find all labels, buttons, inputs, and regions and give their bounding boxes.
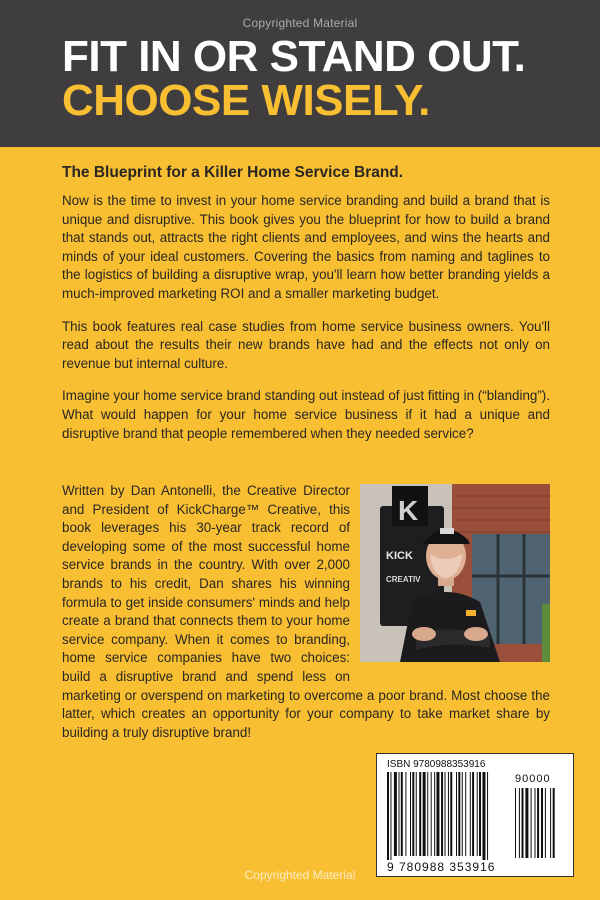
barcode-bar: [450, 772, 452, 856]
barcode-addon-bar: [522, 788, 524, 858]
barcode-bar: [482, 772, 485, 860]
sign-subtext: CREATIV: [386, 575, 421, 584]
watermark-bottom: Copyrighted Material: [244, 868, 356, 882]
barcode-bar: [477, 772, 478, 856]
author-photo-illustration: [360, 484, 550, 662]
barcode-bar: [387, 772, 389, 860]
barcode-bar: [436, 772, 439, 856]
barcode-addon-bar: [553, 788, 555, 858]
barcode-bar: [462, 772, 463, 856]
sign-text: KICK: [386, 550, 413, 562]
barcode-bar: [434, 772, 435, 856]
barcode-bar: [465, 772, 466, 856]
barcode-bar: [479, 772, 481, 856]
barcode-addon-bar: [525, 788, 528, 858]
barcode-bar: [448, 772, 449, 856]
barcode-bar: [458, 772, 460, 856]
author-photo: [360, 484, 550, 662]
barcode-bar: [456, 772, 457, 856]
barcode-bar: [405, 772, 406, 856]
barcode-addon-bar: [545, 788, 546, 858]
barcode-bar: [410, 772, 411, 856]
isbn-digits: 9 780988 353916: [387, 860, 496, 874]
barcode-addon-bar: [541, 788, 543, 858]
cover-header: [0, 0, 600, 147]
watermark-top: Copyrighted Material: [242, 16, 358, 30]
isbn-barcode-box: [376, 753, 574, 877]
barcode-bar: [416, 772, 417, 856]
paragraph-imagine: Imagine your home service brand standing out instead of just fitting in (“blanding”). What would happen for your home service business if it had a unique and disruptive brand that people remembered when they needed service?: [62, 388, 550, 441]
barcode-bar: [487, 772, 488, 860]
barcode-addon-bar: [537, 788, 539, 858]
barcode-addon-bar: [535, 788, 536, 858]
barcode-bar: [441, 772, 443, 856]
barcode-bar: [419, 772, 421, 856]
barcode-bar: [399, 772, 400, 856]
author-bio: [62, 482, 550, 742]
headline-line1: FIT IN OR STAND OUT.: [62, 32, 526, 81]
barcode-bar: [390, 772, 391, 860]
barcode-bar: [427, 772, 428, 856]
paragraph-intro: Now is the time to invest in your home service branding and build a brand that is unique and disruptive. This book gives you the blueprint for how to build a brand that stands out, attracts the right clients and employees, and wins the hearts and minds of your ideal customers. Covering the basics from naming and taglines to the logistics of building a disruptive wrap, you'll learn how better branding yields a much-improved marketing ROI and a smaller marketing budget.: [62, 193, 550, 301]
subheading: The Blueprint for a Killer Home Service Brand.: [62, 164, 404, 181]
barcode-addon-bar: [515, 788, 516, 858]
svg-text:K: K: [398, 495, 419, 526]
barcode-bar: [423, 772, 426, 856]
barcode-addon-bar: [550, 788, 551, 858]
barcode-addon-bar: [531, 788, 532, 858]
barcode-bar: [431, 772, 432, 856]
bio-text: Written by Dan Antonelli, the Creative Director and President of KickCharge™ Creative, this book leverages his 30-year track record of developing some of the most successful home service brands in the country. With over 2,000 brands to his credit, Dan shares his winning formula to get inside consumers' minds and help create a brand that connects them to your home service company. When it comes to branding, home service companies have two choices: build a disruptive brand and spend less on marketing or overspend on marketing to overcome a poor brand. Most choose the latter, which creates an opportunity for your company to take market share by building a truly disruptive brand!: [62, 483, 550, 740]
barcode-bar: [401, 772, 403, 856]
paragraph-case-studies: This book features real case studies from home service business owners. You'll read about the results their new brands have had and the effects not only on revenue but internal culture.: [62, 318, 550, 371]
price-code: 90000: [515, 773, 551, 785]
barcode-bar: [472, 772, 474, 856]
barcode-bar: [445, 772, 446, 856]
barcode-bar: [470, 772, 471, 856]
barcode-bar: [394, 772, 397, 856]
isbn-label: ISBN 9780988353916: [387, 759, 486, 770]
barcode-bar: [412, 772, 414, 856]
headline-line2: CHOOSE WISELY.: [62, 76, 430, 125]
main-copy: [62, 160, 550, 457]
barcode-addon-bar: [519, 788, 520, 858]
